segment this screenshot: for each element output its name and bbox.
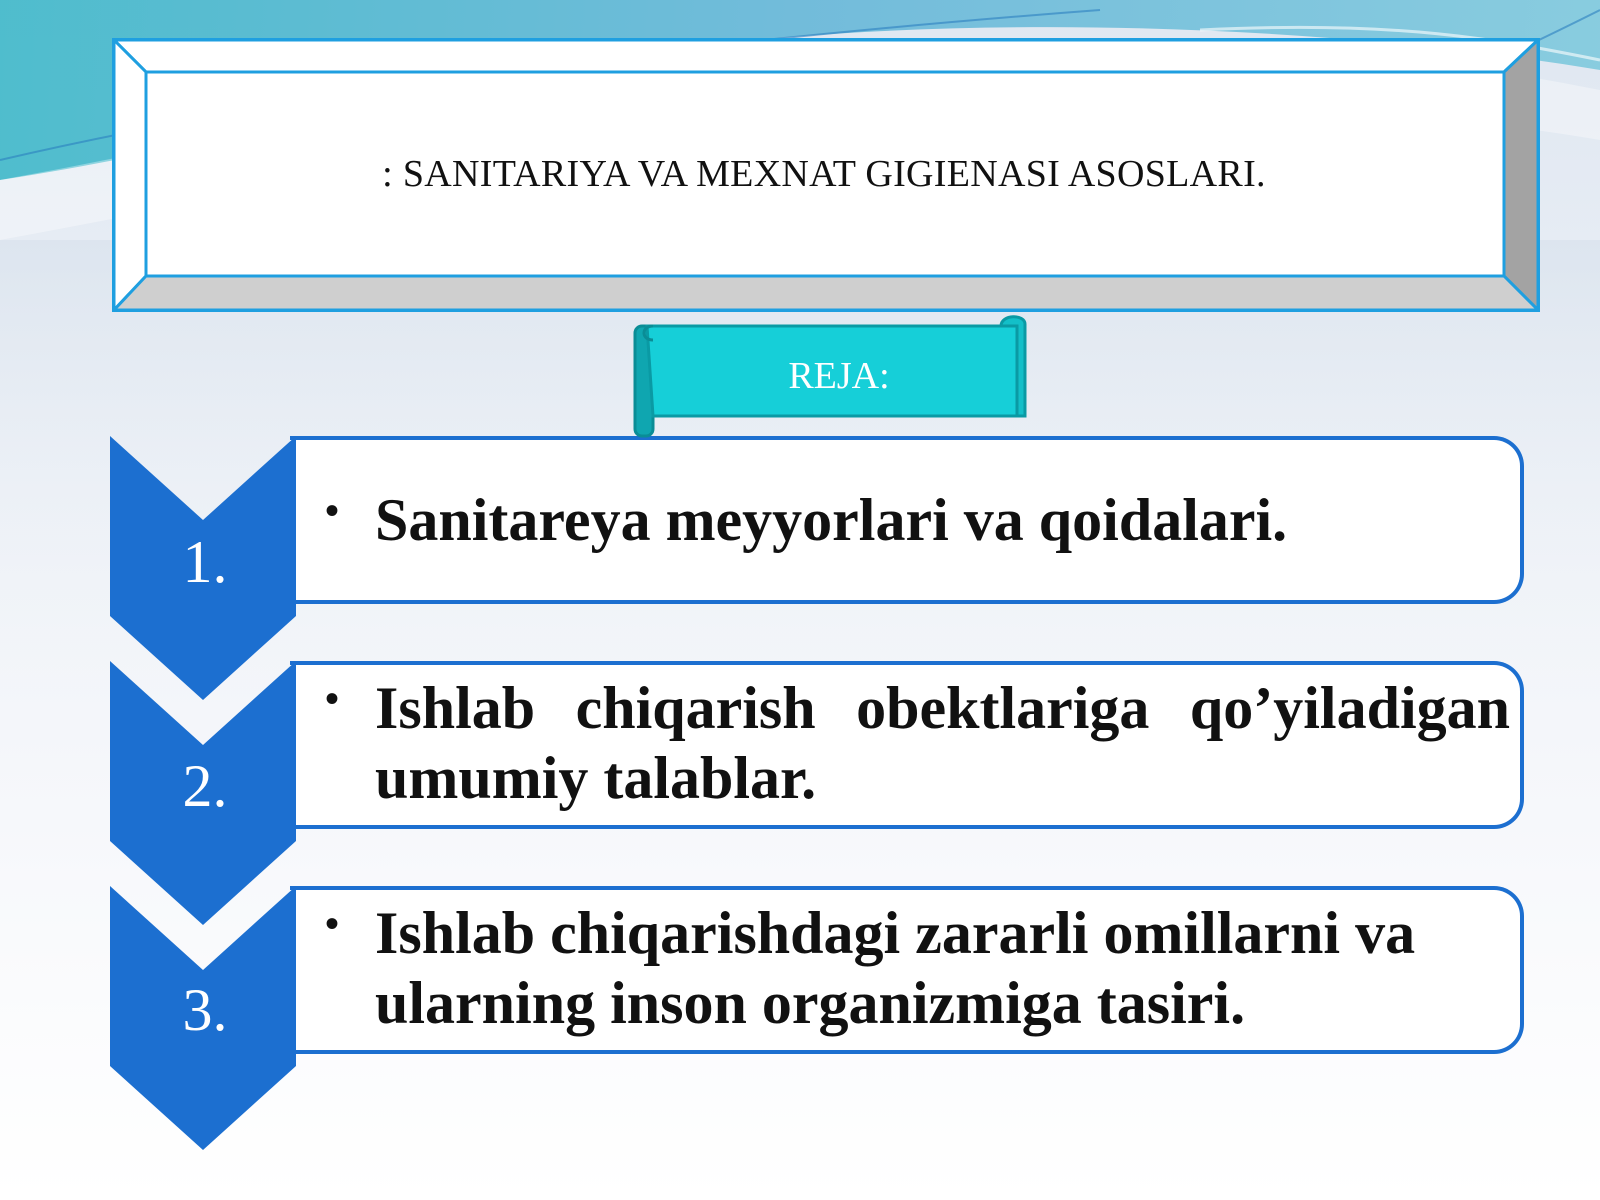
step-3-text: Ishlab chiqarishdagi zararli omillarni va ularning inson organizmiga tasiri. xyxy=(375,900,1416,1036)
step-2-number: 2. xyxy=(182,753,228,819)
step-3-item xyxy=(325,898,1510,1038)
bullet: • xyxy=(325,676,340,721)
step-2-item xyxy=(325,673,1510,813)
step-1-number: 1. xyxy=(182,529,228,595)
step-2-text: Ishlab chiqarish obektlariga qo’yiladigan umumiy talablar. xyxy=(375,675,1510,811)
step-1-text: Sanitareya meyyorlari va qoidalari. xyxy=(375,487,1288,553)
bullet: • xyxy=(325,901,340,946)
bullet: • xyxy=(325,488,340,533)
slide-title: : SANITARIYA VA MEXNAT GIGIENASI ASOSLARI. xyxy=(382,153,1266,195)
plan-label: REJA: xyxy=(788,355,890,397)
step-3-number: 3. xyxy=(182,977,228,1043)
step-1-item xyxy=(325,485,1510,555)
